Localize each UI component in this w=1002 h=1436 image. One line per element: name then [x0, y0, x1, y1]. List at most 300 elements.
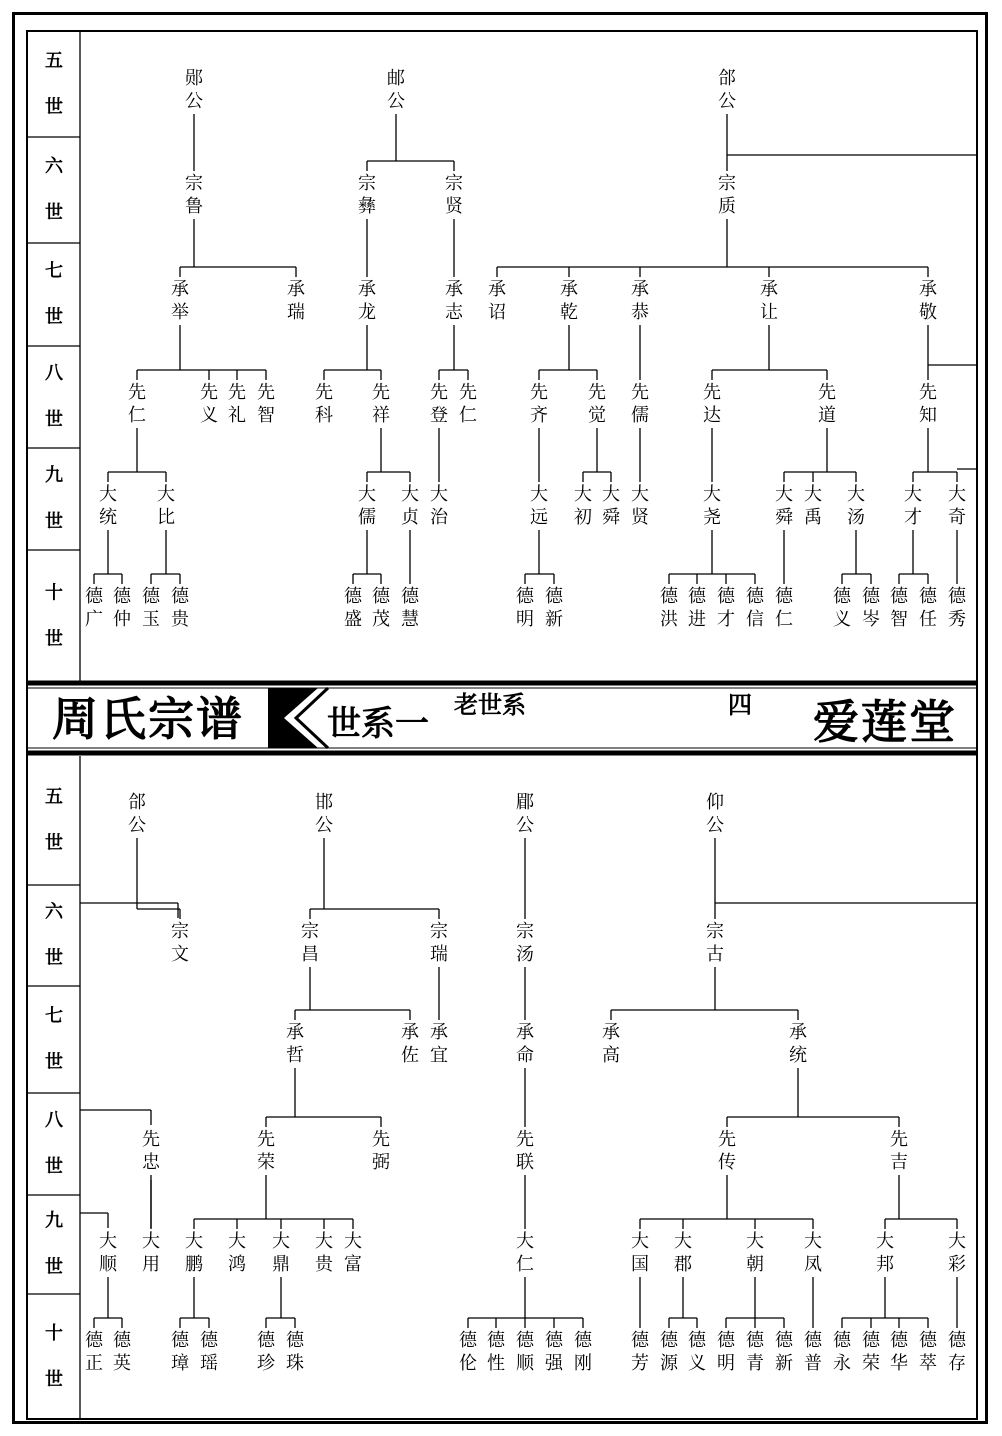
person-node — [718, 173, 736, 217]
person-name-char-2: 义 — [200, 405, 218, 426]
person-node — [445, 173, 464, 217]
person-name-char-2: 刚 — [574, 1353, 592, 1374]
person-node — [602, 1022, 620, 1066]
person-node — [588, 382, 606, 426]
person-name-char-2: 岑 — [862, 609, 880, 630]
person-name-char-1: 德 — [487, 1330, 505, 1351]
person-node — [401, 484, 419, 528]
person-name-char-2: 凤 — [804, 1254, 822, 1275]
person-name-char-2: 奇 — [948, 507, 966, 528]
person-name-char-2: 顺 — [99, 1254, 117, 1275]
person-name-char-2: 初 — [574, 507, 592, 528]
person-name-char-2: 鲁 — [185, 196, 203, 217]
person-name-char-2: 诏 — [488, 302, 506, 323]
person-name-char-1: 德 — [948, 1330, 966, 1351]
person-name-char-2: 贵 — [171, 609, 189, 630]
person-node — [430, 921, 448, 965]
person-name-char-2: 鼎 — [272, 1254, 290, 1275]
person-node — [459, 382, 477, 426]
person-name-char-1: 大 — [272, 1231, 290, 1252]
person-node — [804, 484, 822, 528]
person-name-char-1: 先 — [718, 1129, 736, 1150]
person-node — [703, 382, 721, 426]
person-name-char-1: 德 — [688, 586, 706, 607]
person-name-char-2: 古 — [706, 944, 724, 965]
person-node — [919, 1330, 938, 1374]
person-node — [804, 1231, 822, 1275]
person-node — [530, 382, 548, 426]
person-name-char-1: 大 — [674, 1231, 692, 1252]
person-node — [847, 484, 865, 528]
person-name-char-1: 德 — [804, 1330, 822, 1351]
person-name-char-1: 郃 — [128, 792, 146, 813]
person-name-char-2: 恭 — [631, 302, 649, 323]
person-name-char-2: 仲 — [113, 609, 131, 630]
person-name-char-2: 彝 — [358, 196, 376, 217]
person-name-char-2: 珍 — [257, 1353, 275, 1374]
person-name-char-1: 承 — [488, 279, 506, 300]
person-name-char-2: 国 — [631, 1254, 649, 1275]
person-name-char-2: 义 — [833, 609, 851, 630]
person-node — [775, 586, 794, 630]
person-name-char-1: 先 — [631, 382, 649, 403]
person-name-char-1: 德 — [113, 1330, 131, 1351]
person-name-char-1: 宗 — [430, 921, 448, 942]
person-name-char-2: 仁 — [128, 405, 146, 426]
person-name-char-1: 承 — [919, 279, 937, 300]
person-name-char-2: 鹏 — [185, 1254, 203, 1275]
person-name-char-2: 茂 — [372, 609, 390, 630]
person-name-char-1: 先 — [530, 382, 548, 403]
person-name-char-1: 宗 — [706, 921, 724, 942]
person-name-char-2: 弼 — [372, 1152, 390, 1173]
band-arrow-mark — [268, 688, 318, 748]
person-node — [890, 1129, 908, 1173]
person-node — [430, 484, 449, 528]
person-name-char-1: 先 — [703, 382, 721, 403]
person-name-char-2: 比 — [157, 507, 175, 528]
person-name-char-1: 德 — [833, 1330, 851, 1351]
person-node — [488, 279, 506, 323]
person-name-char-2: 舜 — [602, 507, 620, 528]
person-node — [706, 921, 724, 965]
person-name-char-2: 公 — [185, 91, 203, 112]
person-name-char-1: 先 — [315, 382, 333, 403]
person-name-char-1: 先 — [588, 382, 606, 403]
person-node — [631, 1330, 650, 1374]
person-node — [171, 279, 189, 323]
person-node — [545, 586, 564, 630]
person-name-char-1: 德 — [85, 1330, 103, 1351]
person-name-char-1: 德 — [200, 1330, 218, 1351]
person-node — [372, 382, 390, 426]
person-name-char-2: 郡 — [674, 1254, 692, 1275]
person-name-char-2: 敬 — [919, 302, 937, 323]
person-name-char-1: 先 — [128, 382, 146, 403]
person-name-char-2: 义 — [688, 1353, 706, 1374]
person-node — [401, 1022, 419, 1066]
person-node — [688, 586, 707, 630]
person-node — [185, 173, 203, 217]
generation-number: 十 — [45, 582, 63, 604]
person-name-char-2: 昌 — [301, 944, 319, 965]
person-node — [660, 586, 679, 630]
person-name-char-2: 科 — [315, 405, 333, 426]
person-name-char-1: 德 — [688, 1330, 706, 1351]
person-node — [818, 382, 836, 426]
person-name-char-1: 大 — [530, 484, 548, 505]
person-node — [890, 1330, 909, 1374]
person-name-char-1: 德 — [545, 1330, 563, 1351]
section-subtitle: 老世系 — [454, 690, 526, 719]
person-name-char-1: 德 — [372, 586, 390, 607]
person-node — [85, 586, 104, 630]
person-name-char-1: 大 — [904, 484, 922, 505]
person-name-char-2: 强 — [545, 1353, 563, 1374]
person-name-char-2: 忠 — [142, 1152, 160, 1173]
person-node — [113, 586, 132, 630]
person-name-char-1: 承 — [287, 279, 305, 300]
person-name-char-1: 承 — [358, 279, 376, 300]
person-name-char-1: 宗 — [185, 173, 203, 194]
person-name-char-1: 大 — [775, 484, 793, 505]
person-node — [85, 1330, 104, 1374]
person-node — [948, 1330, 967, 1374]
person-node — [631, 382, 649, 426]
person-name-char-2: 哲 — [286, 1045, 304, 1066]
person-name-char-1: 大 — [401, 484, 419, 505]
generation-number: 八 — [45, 363, 63, 384]
page-number: 四 — [728, 690, 752, 719]
person-name-char-1: 德 — [717, 1330, 735, 1351]
person-name-char-1: 德 — [746, 586, 764, 607]
person-node — [358, 279, 376, 323]
person-name-char-2: 文 — [171, 944, 189, 965]
person-name-char-1: 德 — [919, 1330, 937, 1351]
person-name-char-2: 盛 — [344, 609, 362, 630]
person-name-char-1: 德 — [171, 1330, 189, 1351]
generation-number: 五 — [45, 50, 63, 72]
person-name-char-1: 德 — [775, 586, 793, 607]
generation-word: 世 — [45, 1051, 63, 1073]
person-name-char-1: 大 — [574, 484, 592, 505]
person-name-char-2: 吉 — [890, 1152, 908, 1173]
person-node — [904, 484, 922, 528]
person-name-char-1: 大 — [516, 1231, 534, 1252]
book-title: 周氏宗谱 — [52, 692, 244, 746]
person-name-char-1: 大 — [876, 1231, 894, 1252]
person-name-char-2: 公 — [128, 815, 146, 836]
person-name-char-1: 宗 — [718, 173, 736, 194]
person-name-char-2: 达 — [703, 405, 721, 426]
person-name-char-1: 先 — [257, 1129, 275, 1150]
person-name-char-2: 志 — [445, 302, 463, 323]
person-name-char-2: 知 — [919, 405, 937, 426]
person-name-char-1: 德 — [717, 586, 735, 607]
person-name-char-2: 佐 — [401, 1045, 419, 1066]
person-node — [703, 484, 721, 528]
person-node — [674, 1231, 692, 1275]
person-name-char-2: 公 — [706, 815, 724, 836]
person-node — [142, 1231, 160, 1275]
person-node — [574, 484, 592, 528]
person-name-char-2: 智 — [890, 609, 908, 630]
person-node — [876, 1231, 894, 1275]
person-name-char-2: 洪 — [660, 609, 678, 630]
person-node — [171, 1330, 190, 1374]
person-name-char-1: 德 — [660, 1330, 678, 1351]
person-name-char-1: 德 — [142, 586, 160, 607]
person-name-char-1: 承 — [602, 1022, 620, 1043]
person-name-char-2: 荣 — [257, 1152, 275, 1173]
person-name-char-1: 德 — [919, 586, 937, 607]
person-node — [516, 586, 535, 630]
person-node — [171, 586, 190, 630]
person-node — [200, 382, 218, 426]
person-name-char-1: 宗 — [301, 921, 319, 942]
person-name-char-2: 永 — [833, 1353, 851, 1374]
person-name-char-2: 彩 — [948, 1254, 966, 1275]
person-node — [185, 1231, 203, 1275]
person-node — [919, 382, 937, 426]
person-node — [746, 1330, 765, 1374]
person-name-char-2: 荣 — [862, 1353, 880, 1374]
person-node — [545, 1330, 564, 1374]
generation-word: 世 — [45, 96, 63, 118]
person-name-char-1: 德 — [113, 586, 131, 607]
person-name-char-2: 联 — [516, 1152, 534, 1173]
generation-number: 七 — [45, 1005, 63, 1027]
person-name-char-1: 德 — [948, 586, 966, 607]
generation-word: 世 — [45, 832, 63, 854]
person-name-char-1: 大 — [185, 1231, 203, 1252]
person-name-char-2: 进 — [688, 609, 706, 630]
person-node — [706, 792, 724, 836]
person-name-char-2: 源 — [660, 1353, 678, 1374]
person-name-char-2: 贵 — [315, 1254, 333, 1275]
person-name-char-1: 郧 — [185, 68, 203, 89]
person-name-char-2: 性 — [487, 1353, 505, 1374]
person-node — [516, 1022, 534, 1066]
person-name-char-2: 瑞 — [430, 944, 448, 965]
person-name-char-1: 宗 — [516, 921, 534, 942]
person-name-char-2: 贞 — [401, 507, 419, 528]
title-band — [28, 683, 978, 753]
person-name-char-1: 德 — [833, 586, 851, 607]
generation-word: 世 — [45, 1256, 63, 1278]
person-node — [430, 1022, 448, 1066]
person-node — [142, 1129, 161, 1173]
person-node — [128, 382, 146, 426]
person-name-char-1: 先 — [459, 382, 477, 403]
person-name-char-1: 大 — [315, 1231, 333, 1252]
person-node — [775, 484, 793, 528]
generation-number: 六 — [45, 901, 63, 923]
person-name-char-1: 大 — [746, 1231, 764, 1252]
person-name-char-2: 仁 — [459, 405, 477, 426]
person-name-char-2: 公 — [315, 815, 333, 836]
person-name-char-2: 伦 — [459, 1353, 477, 1374]
person-name-char-2: 祥 — [372, 405, 390, 426]
person-node — [717, 1330, 736, 1374]
person-node — [487, 1330, 506, 1374]
person-node — [718, 68, 736, 112]
person-name-char-2: 仁 — [516, 1254, 534, 1275]
person-node — [631, 1231, 649, 1275]
person-name-char-2: 慧 — [401, 609, 419, 630]
person-name-char-1: 宗 — [358, 173, 376, 194]
person-name-char-1: 先 — [142, 1129, 160, 1150]
person-node — [804, 1330, 823, 1374]
person-name-char-2: 明 — [516, 609, 534, 630]
person-name-char-2: 任 — [919, 609, 937, 630]
person-name-char-2: 新 — [545, 609, 563, 630]
person-name-char-2: 存 — [948, 1353, 966, 1374]
person-name-char-2: 贤 — [445, 196, 463, 217]
person-name-char-2: 智 — [257, 405, 275, 426]
person-name-char-1: 德 — [775, 1330, 793, 1351]
person-node — [228, 382, 246, 426]
generation-number: 五 — [45, 786, 63, 808]
person-name-char-1: 大 — [602, 484, 620, 505]
person-node — [272, 1231, 290, 1275]
section-title: 世系一 — [327, 704, 429, 744]
person-node — [113, 1330, 132, 1374]
person-name-char-2: 觉 — [588, 405, 606, 426]
person-name-char-2: 才 — [717, 609, 735, 630]
person-node — [746, 1231, 764, 1275]
person-node — [286, 1022, 304, 1066]
person-node — [372, 586, 391, 630]
person-name-char-1: 先 — [372, 1129, 390, 1150]
person-name-char-1: 德 — [746, 1330, 764, 1351]
person-name-char-1: 大 — [157, 484, 175, 505]
person-node — [862, 1330, 881, 1374]
person-node — [833, 1330, 852, 1374]
person-name-char-1: 大 — [631, 484, 649, 505]
person-node — [789, 1022, 807, 1066]
person-name-char-1: 德 — [545, 586, 563, 607]
person-name-char-1: 承 — [430, 1022, 448, 1043]
person-node — [660, 1330, 679, 1374]
person-name-char-2: 鸿 — [228, 1254, 246, 1275]
person-name-char-1: 先 — [228, 382, 246, 403]
generation-word: 世 — [45, 306, 63, 328]
person-node — [775, 1330, 794, 1374]
person-node — [948, 484, 966, 528]
person-name-char-2: 龙 — [358, 302, 376, 323]
person-name-char-1: 大 — [631, 1231, 649, 1252]
person-name-char-1: 大 — [948, 1231, 966, 1252]
person-name-char-2: 儒 — [631, 405, 649, 426]
person-name-char-2: 道 — [818, 405, 836, 426]
person-name-char-2: 萃 — [919, 1353, 937, 1374]
person-name-char-2: 禹 — [804, 507, 822, 528]
person-name-char-2: 璋 — [171, 1353, 189, 1374]
person-node — [833, 586, 852, 630]
person-name-char-2: 新 — [775, 1353, 793, 1374]
person-name-char-2: 礼 — [228, 405, 246, 426]
person-node — [919, 586, 938, 630]
person-name-char-1: 先 — [257, 382, 275, 403]
person-name-char-1: 先 — [200, 382, 218, 403]
person-node — [401, 586, 420, 630]
person-node — [890, 586, 909, 630]
person-name-char-2: 才 — [904, 507, 922, 528]
generation-word: 世 — [45, 202, 63, 223]
person-name-char-2: 用 — [142, 1254, 160, 1275]
person-node — [516, 1330, 535, 1374]
generation-word: 世 — [45, 1156, 63, 1177]
person-name-char-1: 承 — [401, 1022, 419, 1043]
person-name-char-1: 德 — [890, 1330, 908, 1351]
person-node — [315, 792, 333, 836]
person-name-char-1: 大 — [99, 1231, 117, 1252]
person-name-char-2: 登 — [430, 405, 448, 426]
person-name-char-1: 德 — [85, 586, 103, 607]
person-name-char-2: 汤 — [847, 507, 865, 528]
person-node — [372, 1129, 390, 1173]
person-name-char-1: 大 — [804, 484, 822, 505]
generation-number: 六 — [45, 156, 63, 177]
person-node — [574, 1330, 593, 1374]
person-node — [257, 1129, 275, 1173]
person-node — [344, 586, 363, 630]
person-name-char-2: 高 — [602, 1045, 620, 1066]
person-node — [560, 279, 578, 323]
person-node — [430, 382, 448, 426]
person-node — [631, 279, 649, 323]
person-name-char-2: 统 — [789, 1045, 807, 1066]
person-name-char-2: 乾 — [560, 302, 578, 323]
person-name-char-1: 大 — [358, 484, 376, 505]
person-name-char-1: 德 — [862, 586, 880, 607]
person-node — [228, 1231, 246, 1275]
person-node — [948, 1231, 966, 1275]
person-node — [717, 586, 736, 630]
person-name-char-2: 治 — [430, 507, 448, 528]
person-name-char-2: 质 — [718, 196, 736, 217]
person-name-char-1: 邮 — [387, 68, 405, 89]
person-name-char-1: 先 — [890, 1129, 908, 1150]
person-name-char-2: 芳 — [631, 1353, 649, 1374]
person-name-char-1: 德 — [862, 1330, 880, 1351]
person-name-char-1: 宗 — [445, 173, 463, 194]
person-node — [344, 1231, 362, 1275]
person-name-char-1: 承 — [445, 279, 463, 300]
person-name-char-1: 德 — [257, 1330, 275, 1351]
person-name-char-2: 儒 — [358, 507, 376, 528]
person-name-char-2: 华 — [890, 1353, 908, 1374]
person-name-char-1: 大 — [804, 1231, 822, 1252]
person-name-char-1: 德 — [890, 586, 908, 607]
person-name-char-2: 英 — [113, 1353, 131, 1374]
person-name-char-2: 汤 — [516, 944, 534, 965]
person-name-char-1: 大 — [228, 1231, 246, 1252]
person-node — [358, 173, 376, 217]
person-name-char-2: 邦 — [876, 1254, 894, 1275]
person-name-char-1: 承 — [789, 1022, 807, 1043]
person-name-char-1: 德 — [401, 586, 419, 607]
person-name-char-2: 让 — [760, 302, 778, 323]
person-node — [445, 279, 464, 323]
person-node — [631, 484, 650, 528]
person-name-char-1: 大 — [142, 1231, 160, 1252]
generation-number: 九 — [45, 465, 63, 486]
generation-number: 十 — [45, 1323, 63, 1344]
person-name-char-2: 举 — [171, 302, 189, 323]
person-name-char-2: 瑶 — [200, 1353, 218, 1374]
